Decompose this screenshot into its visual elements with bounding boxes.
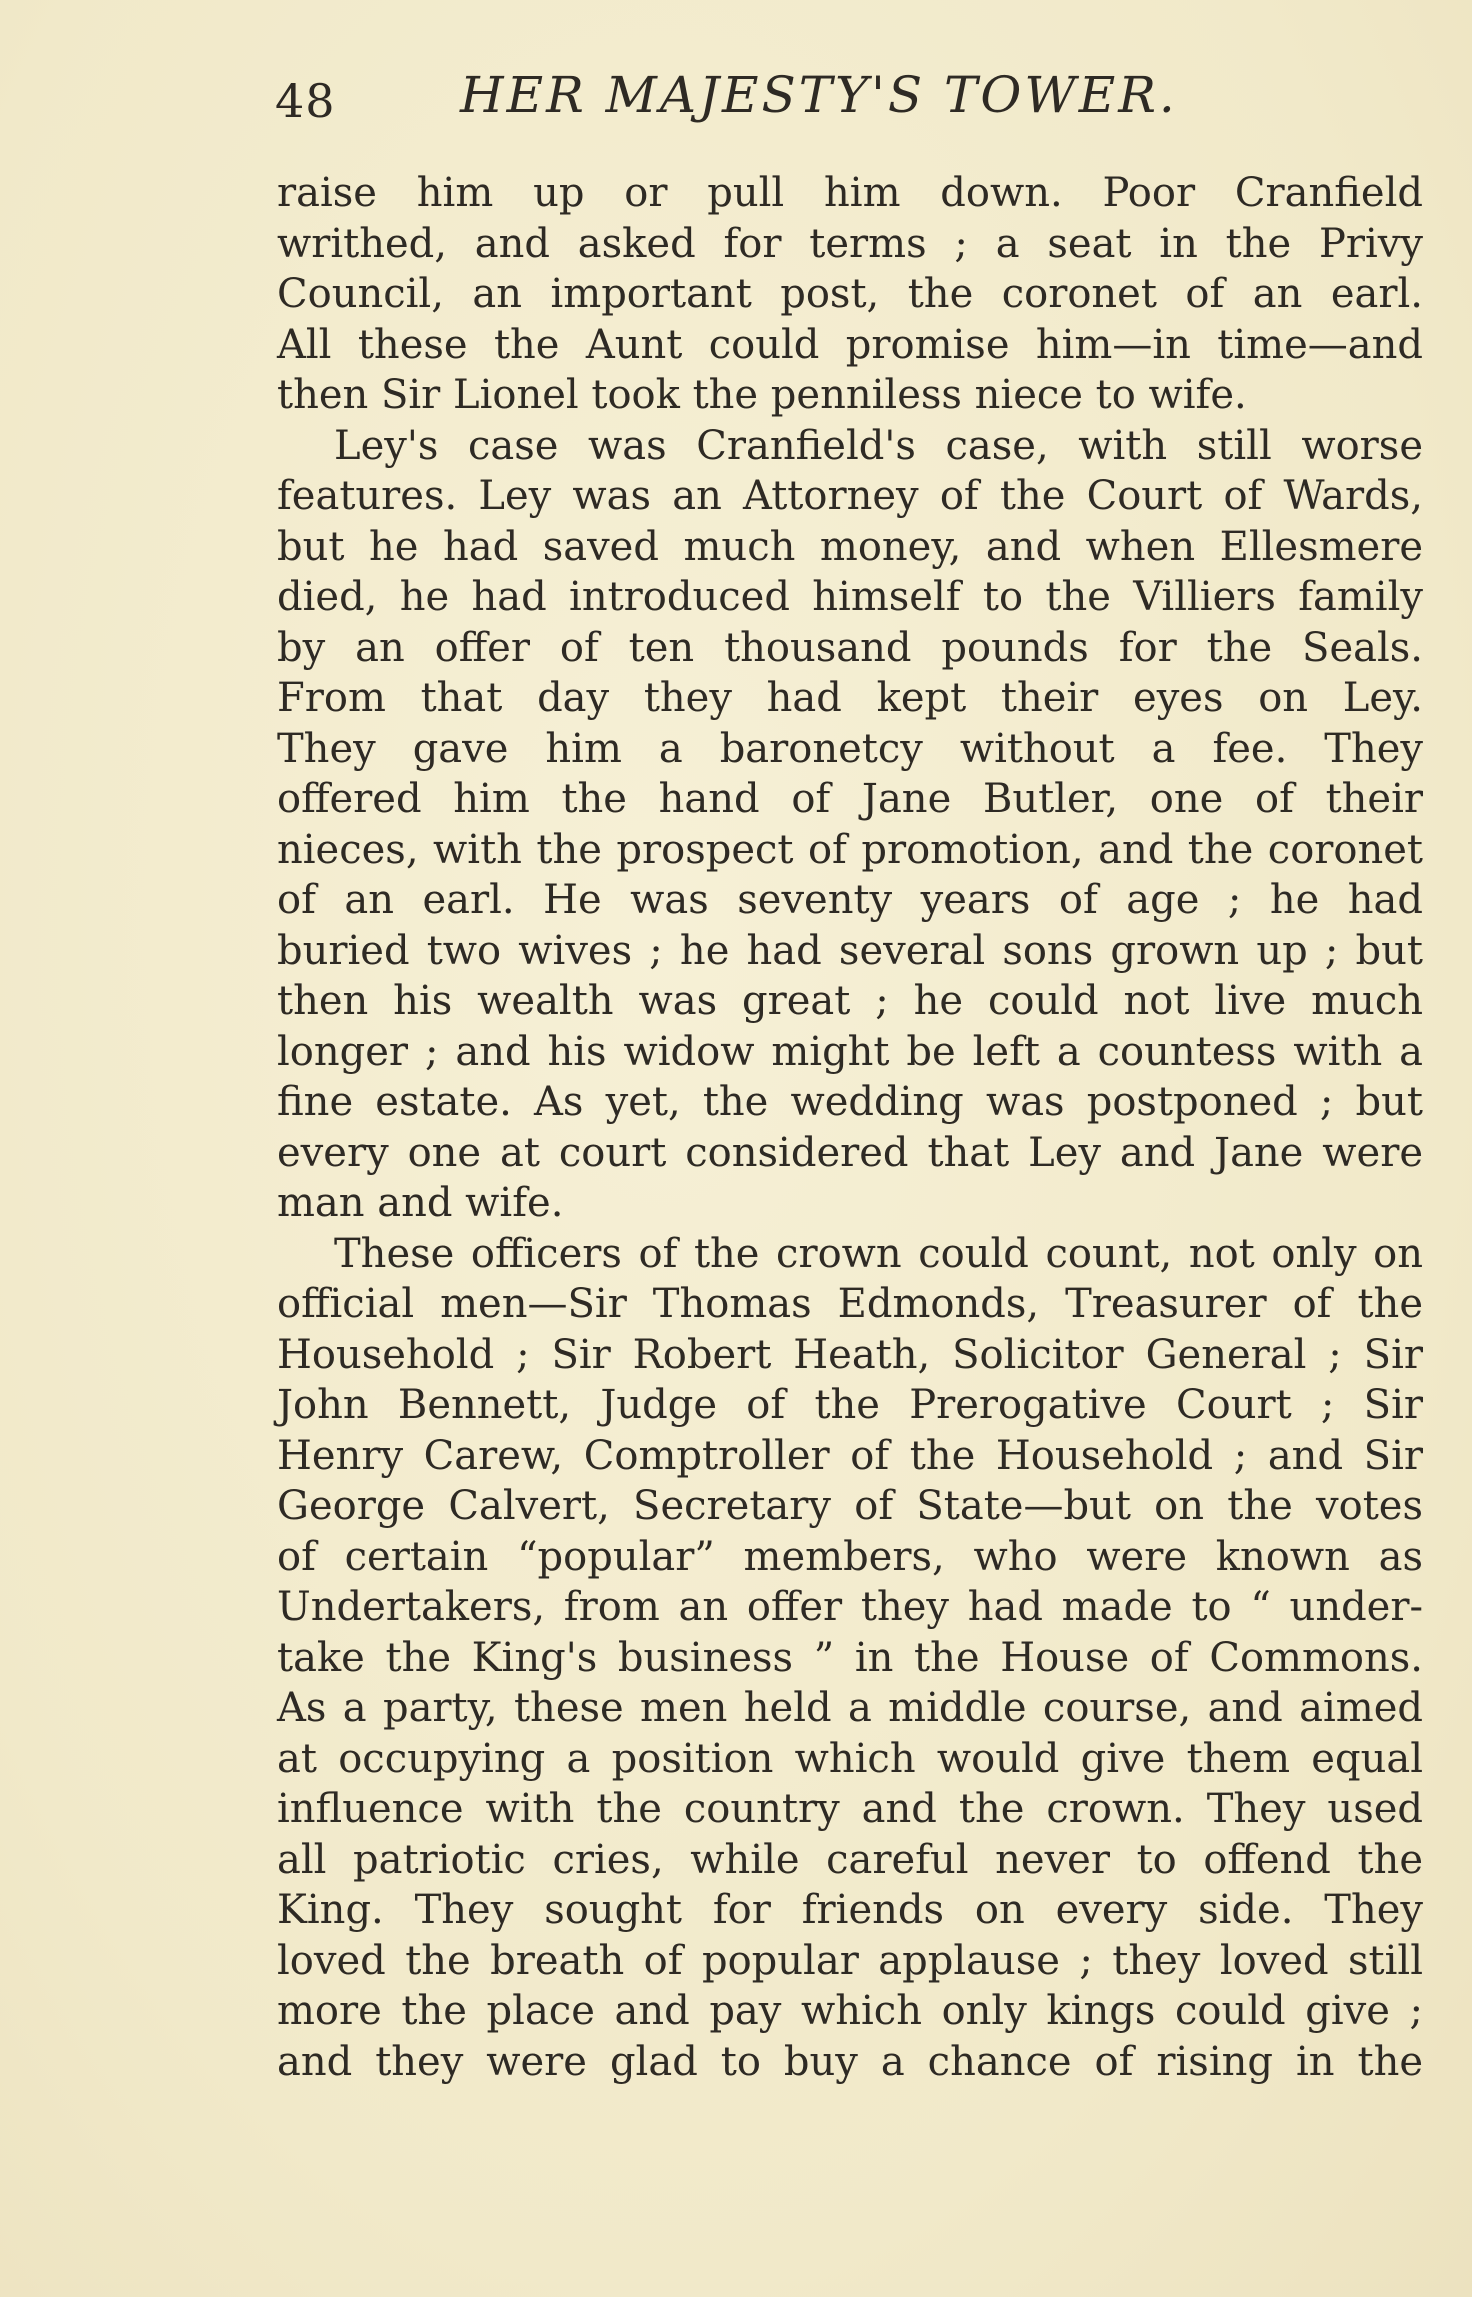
text-line: From that day they had kept their eyes on Ley. — [277, 675, 1423, 721]
text-line: and they were glad to buy a chance of rising in the — [277, 2038, 1423, 2085]
text-line: As a party, these men held a middle course, and aimed — [277, 1685, 1423, 1731]
text-line: offered him the hand of Jane Butler, one of their — [277, 776, 1423, 822]
text-line: of an earl. He was seventy years of age ; he had — [277, 877, 1423, 923]
text-line: King. They sought for friends on every side. They — [277, 1887, 1423, 1933]
body-text — [277, 168, 1423, 2087]
text-line: features. Ley was an Attorney of the Court of Wards, — [277, 473, 1423, 519]
text-line: writhed, and asked for terms ; a seat in the Privy — [277, 220, 1423, 267]
text-line: Undertakers, from an offer they had made to “ under- — [277, 1584, 1423, 1630]
text-line: These officers of the crown could count, not only on — [334, 1230, 1423, 1277]
text-line: loved the breath of popular applause ; they loved still — [277, 1937, 1423, 1984]
text-line: fine estate. As yet, the wedding was postponed ; but — [277, 1079, 1423, 1125]
text-line: They gave him a baronetcy without a fee. They — [277, 725, 1423, 772]
text-line: All these the Aunt could promise him—in time—and — [277, 321, 1423, 368]
text-line: Ley's case was Cranfield's case, with still worse — [334, 422, 1423, 469]
text-line: John Bennett, Judge of the Prerogative Court ; Sir — [277, 1382, 1423, 1428]
text-line: then his wealth was great ; he could not live much — [277, 978, 1423, 1024]
text-line: nieces, with the prospect of promotion, and the coronet — [277, 826, 1423, 873]
text-line: by an offer of ten thousand pounds for the Seals. — [277, 624, 1423, 671]
text-line: more the place and pay which only kings could give ; — [277, 1988, 1423, 2034]
page-number: 48 — [275, 74, 336, 128]
text-line: all patriotic cries, while careful never to offend the — [277, 1836, 1423, 1883]
text-line: every one at court considered that Ley and Jane were — [277, 1129, 1423, 1176]
text-line: at occupying a position which would give them equal — [277, 1735, 1423, 1782]
text-line: died, he had introduced himself to the Villiers family — [277, 574, 1423, 620]
text-line: Council, an important post, the coronet of an earl. — [277, 271, 1423, 317]
text-line: man and wife. — [277, 1180, 564, 1226]
text-line: influence with the country and the crown. They used — [277, 1786, 1423, 1832]
running-title: HER MAJESTY'S TOWER. — [460, 66, 1178, 124]
text-line: George Calvert, Secretary of State—but on the votes — [277, 1483, 1423, 1529]
text-line: but he had saved much money, and when Ellesmere — [277, 523, 1423, 570]
text-line: raise him up or pull him down. Poor Cranfield — [277, 170, 1423, 216]
running-head — [275, 66, 1425, 136]
text-line: longer ; and his widow might be left a countess with a — [277, 1028, 1423, 1075]
text-line: then Sir Lionel took the penniless niece to wife. — [277, 372, 1247, 418]
text-line: Henry Carew, Comptroller of the Household ; and Sir — [277, 1432, 1423, 1479]
text-line: buried two wives ; he had several sons grown up ; but — [277, 927, 1423, 974]
text-line: Household ; Sir Robert Heath, Solicitor General ; Sir — [277, 1331, 1423, 1378]
text-line: official men—Sir Thomas Edmonds, Treasurer of the — [277, 1281, 1423, 1327]
text-line: take the King's business ” in the House of Commons. — [277, 1634, 1423, 1681]
text-line: of certain “popular” members, who were known as — [277, 1533, 1423, 1580]
